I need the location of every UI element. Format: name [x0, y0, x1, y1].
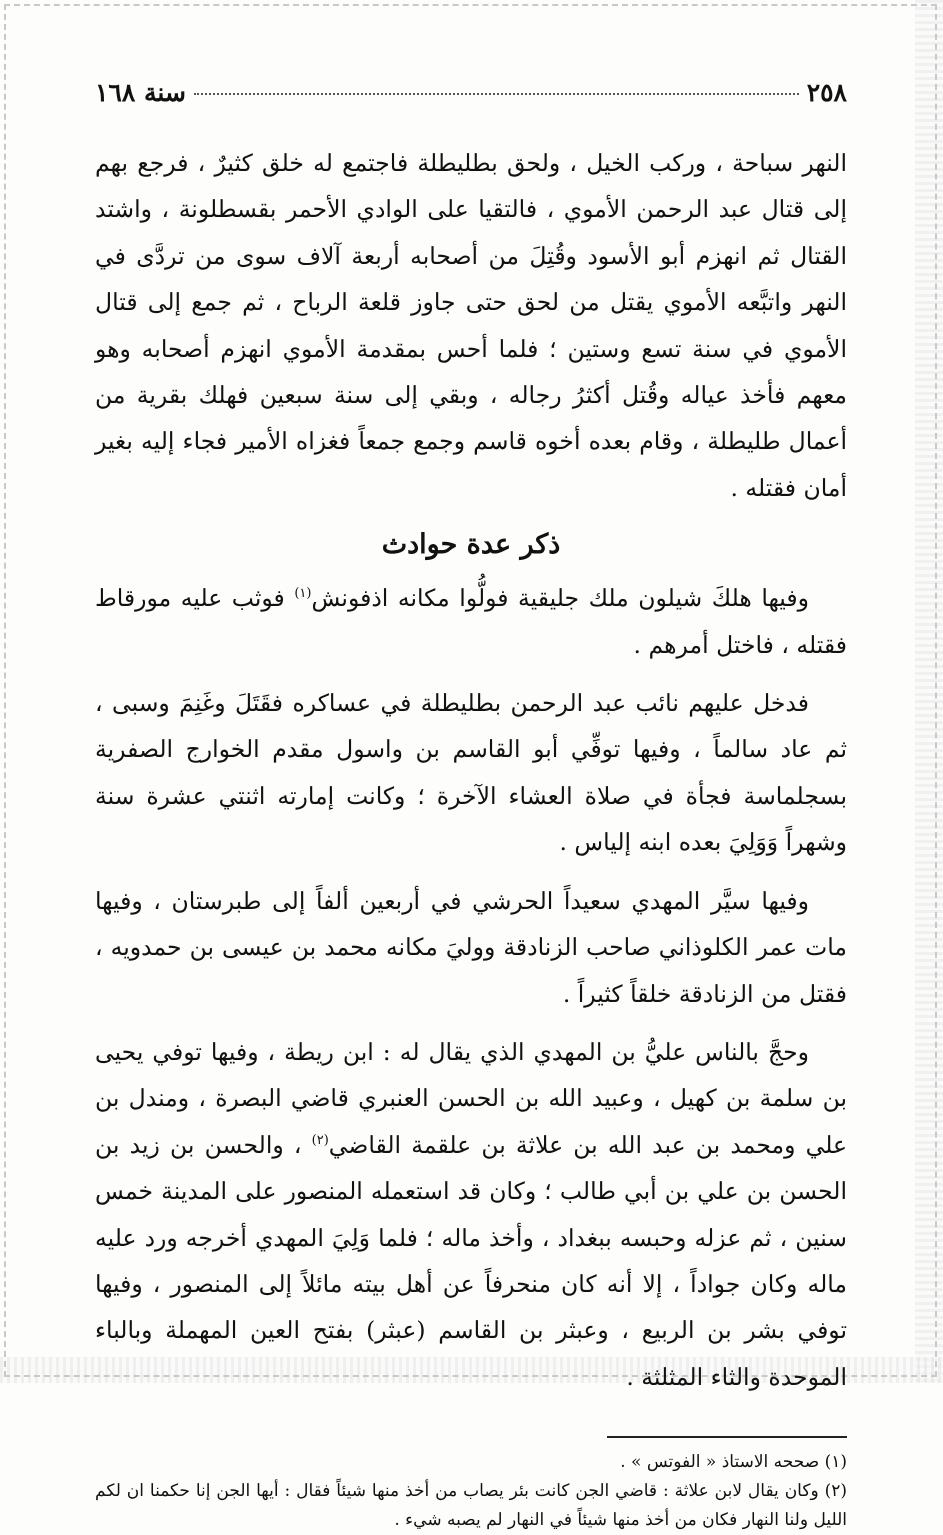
paragraph-3: فدخل عليهم نائب عبد الرحمن بطليطلة في عساكره فقَتَلَ وغَنِمَ وسبى ، ثم عاد سالماً ، وفيها توفِّي أبو القاسم بن واسول مقدم الخوارج الصفرية بسجلماسة فجأة في صلاة العشاء الآخرة ؛ وكانت إمارته اثنتي عشرة سنة وشهراً وَوَلِيَ بعده ابنه إلياس .	[95, 689, 847, 857]
footnote-2: (٢) وكان يقال لابن علاثة : قاضي الجن كانت بئر يصاب من أخذ منها شيئاً فقال : أيها الجن إنا حكمنا ان لكم الليل ولنا النهار فكان من أخذ منها شيئاً في النهار لم يصبه شيء .	[95, 1481, 847, 1531]
section-heading: ذكر عدة حوادث	[381, 529, 561, 561]
footnote-ref-1[interactable]: (١)	[294, 586, 312, 602]
page-content	[95, 78, 847, 1535]
footnote-ref-2[interactable]: (٢)	[311, 1132, 329, 1148]
paragraph-1: النهر سباحة ، وركب الخيل ، ولحق بطليطلة فاجتمع له خلق كثيرٌ ، فرجع بهم إلى قتال عبد الرحمن الأموي ، فالتقيا على الوادي الأحمر بقسطلونة ، واشتد القتال ثم انهزم أبو الأسود وقُتِلَ من أصحابه أربعة آلاف سوى من تردَّى في النهر واتبَّعه الأموي يقتل من لحق حتى جاوز قلعة الرباح ، ثم جمع إلى قتال الأموي في سنة تسع وستين ؛ فلما أحس بمقدمة الأموي انهزم أصحابه وهو معهم فأخذ عياله وقُتل أكثرُ رجاله ، وبقي إلى سنة سبعين فهلك بقرية من أعمال طليطلة ، وقام بعده أخوه قاسم وجمع جمعاً فغزاه الأمير فجاء إليه بغير أمان فقتله .	[95, 149, 847, 502]
dotted-leader	[194, 93, 799, 95]
paragraph-2	[95, 575, 847, 668]
paragraph-5	[95, 1029, 847, 1400]
paragraph-2-text-a: وفيها هلكَ شيلون ملك جليقية فولُّوا مكانه اذفونش	[311, 584, 809, 613]
paragraph-5-text-b: ، والحسن بن زيد بن الحسن بن علي بن أبي طالب ؛ وكان قد استعمله المنصور على المدينة خمس سنين ، ثم عزله وحبسه ببغداد ، وأخذ ماله ؛ فلما وَلِيَ المهدي أخرجه ورد عليه ماله وكان جواداً ، إلا أنه كان منحرفاً عن أهل بيته مائلاً إلى المنصور ، وفيها توفي بشر بن الربيع ، وعبثر بن القاسم (عبثر) بفتح العين المهملة وبالباء الموحدة والثاء المثلثة .	[95, 1130, 847, 1391]
year-label: سنة ١٦٨	[95, 78, 186, 107]
running-head	[95, 78, 847, 118]
paragraph-2-text-b: فوثب عليه مورقاط فقتله ، فاختل أمرهم .	[95, 584, 847, 659]
page-edge-right	[915, 0, 943, 1383]
paragraph-5-text-a: وحجَّ بالناس عليُّ بن المهدي الذي يقال له : ابن ريطة ، وفيها توفي يحيى بن سلمة بن كهيل ، وعبيد الله بن الحسن العنبري قاضي البصرة ، ومندل بن علي ومحمد بن عبد الله بن علاثة بن علقمة القاضي	[95, 1037, 848, 1159]
footnote-1: (١) صححه الاستاذ « الفوتس » .	[620, 1452, 847, 1473]
footnote-divider	[607, 1436, 847, 1438]
page-number: ٢٥٨	[806, 78, 847, 107]
paragraph-4: وفيها سيَّر المهدي سعيداً الحرشي في أربعين ألفاً إلى طبرستان ، وفيها مات عمر الكلوذاني صاحب الزنادقة ووليَ مكانه محمد بن عيسى بن حمدويه ، فقتل من الزنادقة خلقاً كثيراً .	[95, 886, 847, 1008]
